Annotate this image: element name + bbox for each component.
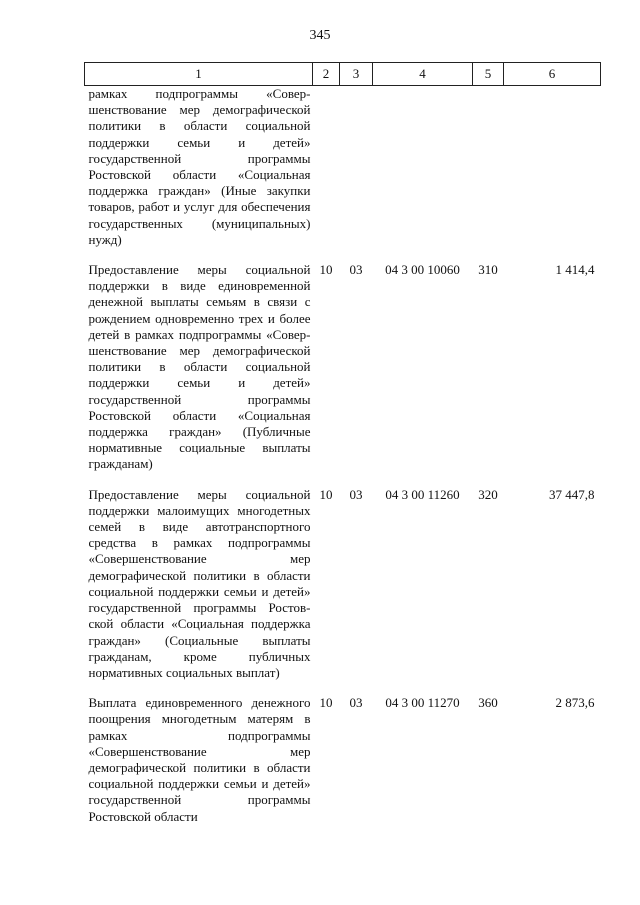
row-section: 10 xyxy=(319,695,333,711)
table-row xyxy=(85,695,601,839)
header-col-5: 5 xyxy=(473,63,504,86)
page-number: 345 xyxy=(309,28,331,43)
header-col-3: 3 xyxy=(340,63,373,86)
header-col-2: 2 xyxy=(313,63,340,86)
row-expense-type: 320 xyxy=(478,486,498,502)
table-header xyxy=(85,63,601,86)
row-description: Выплата единовременного денежного поощрения многодетным матерям в рамках подпрограммы «Совершенствование мер демографической политики в области социальной поддержки семьи и детей» государственной программы Ростовской области xyxy=(88,695,311,824)
row-target-article: 04 3 00 10060 xyxy=(385,262,460,278)
budget-table xyxy=(84,62,601,839)
header-col-4: 4 xyxy=(373,63,473,86)
header-col-6: 6 xyxy=(504,63,601,86)
row-section: 10 xyxy=(319,486,333,502)
row-subsection: 03 xyxy=(349,695,363,711)
row-description: рамках подпрограммы «Совершенствование мер демографической политики в области социальной поддержки семьи и детей» государственной программы Ростовской области «Социальная поддержка граждан» (Иные закупки товаров, работ и услуг для обеспечения государственных (муниципальных) нужд) xyxy=(88,86,311,247)
table-row xyxy=(85,262,601,487)
row-amount: 2 873,6 xyxy=(555,695,595,711)
row-amount xyxy=(504,86,601,263)
row-subsection: 03 xyxy=(349,486,363,502)
row-amount: 1 414,4 xyxy=(555,262,595,278)
row-description: Предоставление меры социальной поддержки малоимущих многодетных семей в виде автотранспортного средства в рамках подпрограммы «Совершенствование мер демографической политики в области социальной поддержки семьи и детей» государственной программы Ростовской области «Социальная поддержка граждан» (Социальные выплаты гражданам, кроме публичных нормативных социальных выплат) xyxy=(88,486,311,680)
row-expense-type: 310 xyxy=(478,262,498,278)
header-row xyxy=(85,63,601,86)
row-amount: 37 447,8 xyxy=(549,486,595,502)
row-subsection: 03 xyxy=(349,262,363,278)
row-target-article: 04 3 00 11260 xyxy=(385,486,460,502)
header-col-1: 1 xyxy=(85,63,313,86)
table-row xyxy=(85,487,601,695)
row-description: Предоставление меры социальной поддержки в виде единовременной денежной выплаты семьям в связи с рождением одновременно трех и более детей в рамках подпрограммы «Совершенствование мер демографической политики в области социальной поддержки семьи и детей» государственной программы Ростовской области «Социальная поддержка граждан» (Публичные нормативные социальные выплаты гражданам) xyxy=(88,262,311,472)
table-body xyxy=(85,86,601,839)
row-section: 10 xyxy=(319,262,333,278)
row-expense-type: 360 xyxy=(478,695,498,711)
row-target-article xyxy=(373,86,473,263)
row-expense-type xyxy=(473,86,504,263)
table-row xyxy=(85,86,601,263)
row-subsection xyxy=(340,86,373,263)
row-section xyxy=(313,86,340,263)
row-target-article: 04 3 00 11270 xyxy=(385,695,460,711)
